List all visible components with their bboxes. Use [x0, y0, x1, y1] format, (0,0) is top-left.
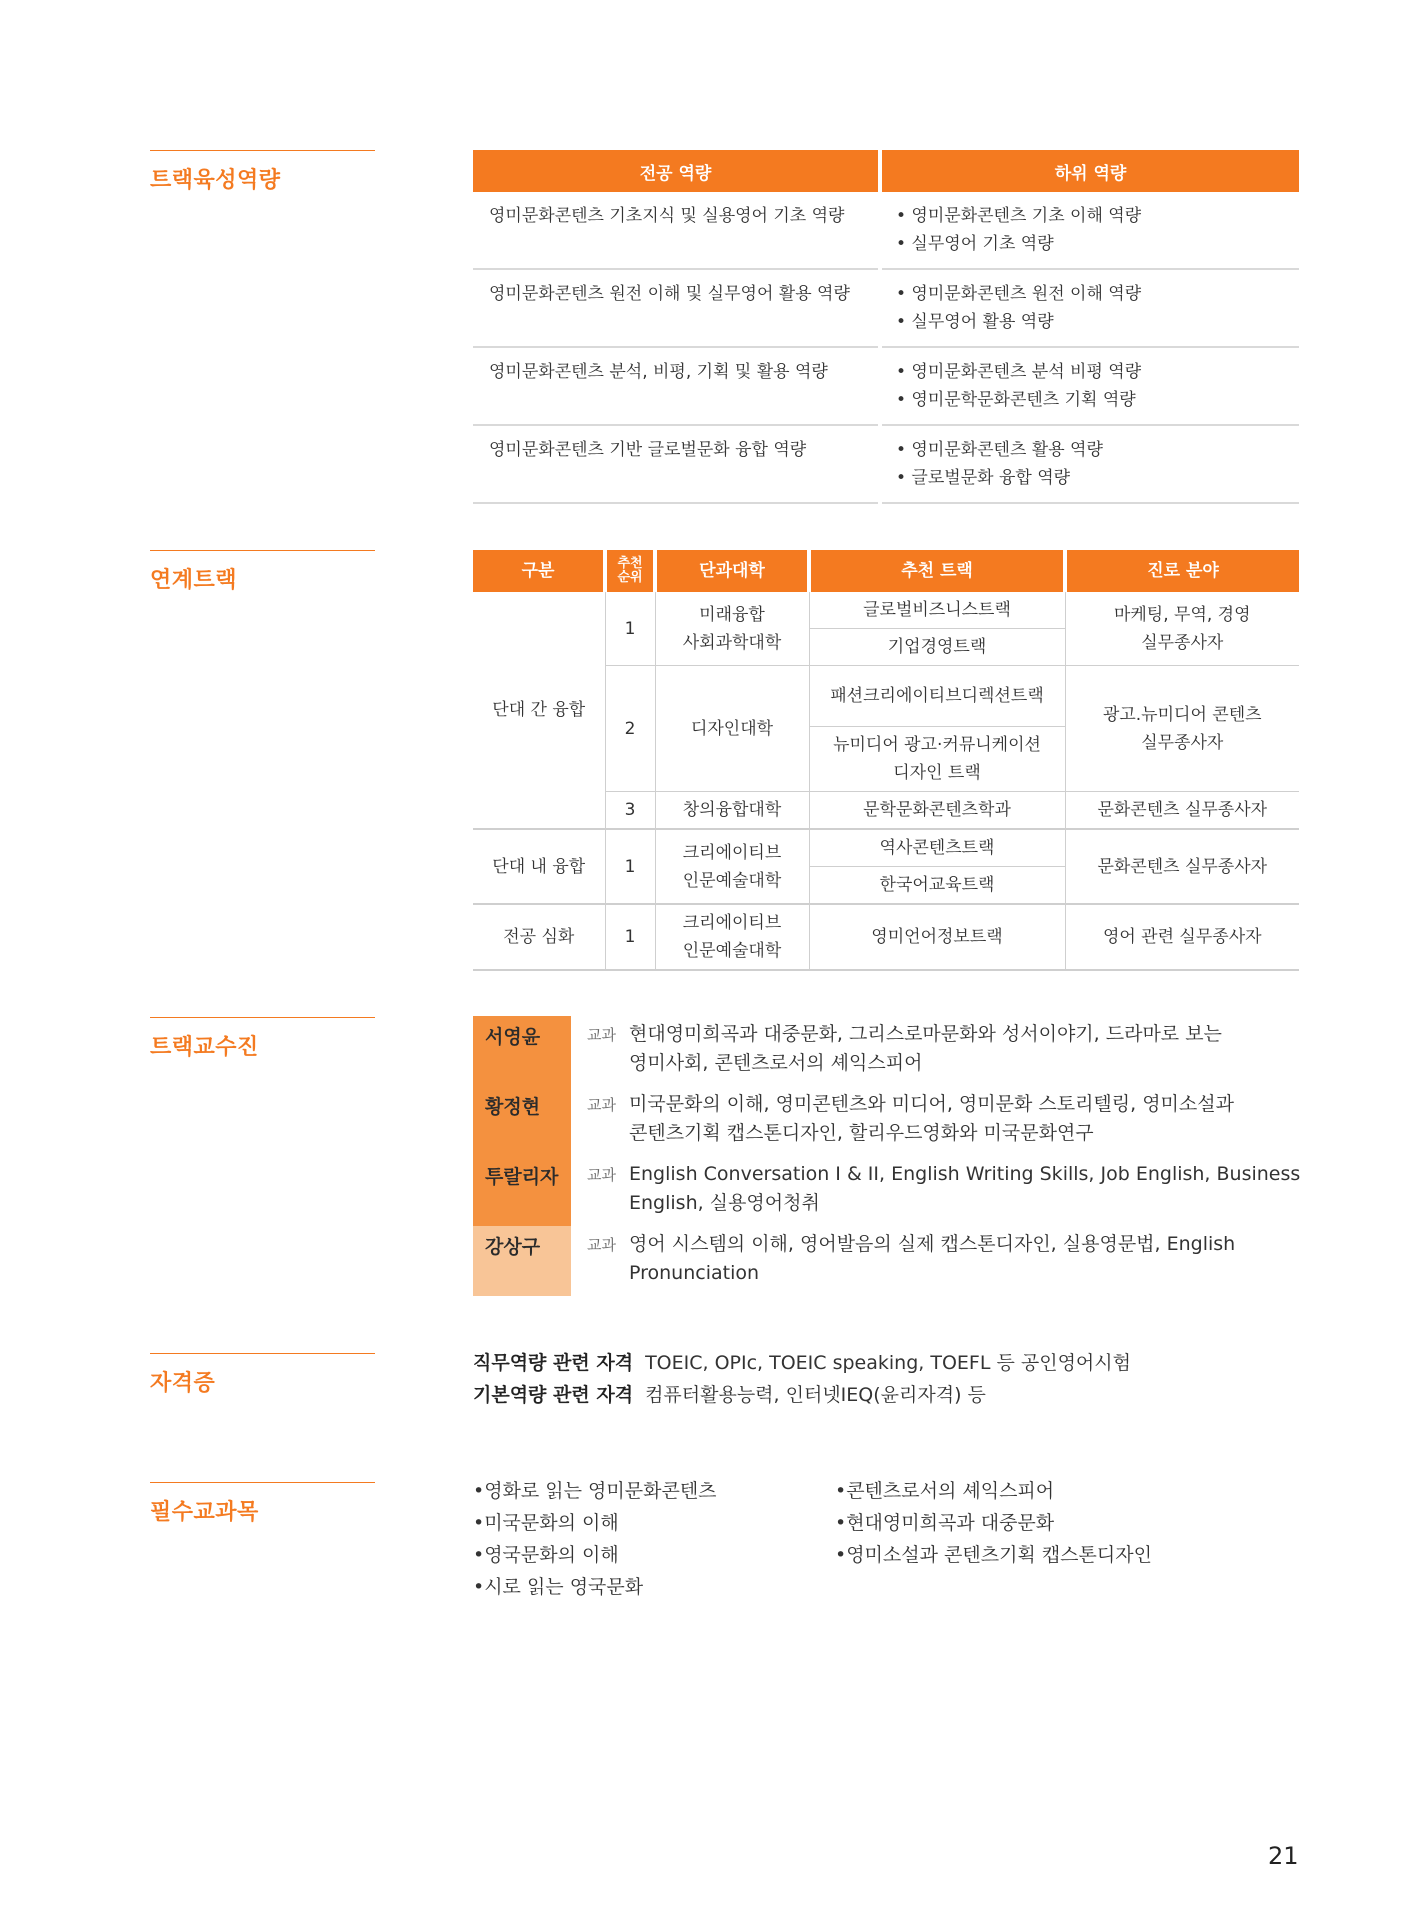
table-row [473, 347, 1299, 425]
course-list [629, 1160, 1300, 1218]
column-header-career: 진로 분야 [1065, 550, 1299, 592]
sub-competency-item: • 실무영어 기초 역량 [896, 234, 1054, 254]
track-cell: 역사콘텐츠트랙 [809, 829, 1065, 867]
column-header-college: 단과대학 [655, 550, 809, 592]
certification-value: TOEIC, OPIc, TOEIC speaking, TOEFL 등 공인영어시험 [645, 1352, 1131, 1374]
section-title-faculty: 트랙교수진 [150, 1017, 375, 1061]
career-line: 광고.뉴미디어 콘텐츠 [1102, 704, 1262, 725]
major-competency-cell: 영미문화콘텐츠 원전 이해 및 실무영어 활용 역량 [473, 269, 880, 347]
certification-item [473, 1347, 1131, 1379]
faculty-list [473, 1016, 1313, 1296]
faculty-row [473, 1156, 1313, 1226]
table-row [473, 592, 1299, 629]
required-course-list [473, 1475, 1197, 1603]
track-cell: 문학문화콘텐츠학과 [809, 792, 1065, 830]
rank-header-line: 순위 [617, 570, 643, 585]
college-cell: 디자인대학 [655, 666, 809, 792]
sub-competency-cell [880, 425, 1299, 503]
track-line: 뉴미디어 광고·커뮤니케이션 [833, 735, 1041, 755]
track-cell: 글로벌비즈니스트랙 [809, 592, 1065, 629]
category-cell: 단대 간 융합 [473, 592, 605, 829]
required-course-column-right [835, 1475, 1197, 1603]
faculty-row [473, 1016, 1313, 1086]
course-line: 영미사회, 콘텐츠로서의 셰익스피어 [629, 1052, 923, 1074]
faculty-row [473, 1226, 1313, 1296]
sub-competency-cell [880, 269, 1299, 347]
section-title-competency: 트랙육성역량 [150, 150, 375, 194]
certification-value: 컴퓨터활용능력, 인터넷IEQ(윤리자격) 등 [645, 1384, 986, 1406]
professor-name: 서영윤 [473, 1016, 571, 1086]
certification-label: 직무역량 관련 자격 [473, 1352, 634, 1374]
list-item: •미국문화의 이해 [473, 1512, 619, 1534]
section-title-linked-tracks: 연계트랙 [150, 550, 375, 594]
college-line: 인문예술대학 [682, 941, 782, 961]
career-cell: 영어 관련 실무종사자 [1065, 904, 1299, 970]
professor-name: 강상구 [473, 1226, 571, 1296]
section-title-required-courses: 필수교과목 [150, 1482, 375, 1526]
sub-competency-item: • 영미문화콘텐츠 활용 역량 [896, 440, 1103, 460]
career-line: 실무종사자 [1141, 632, 1224, 653]
category-cell: 단대 내 융합 [473, 829, 605, 904]
column-header-rank [605, 550, 655, 592]
list-item: •영화로 읽는 영미문화콘텐츠 [473, 1480, 717, 1502]
certification-item [473, 1379, 1131, 1411]
course-tag: 교과 [587, 1096, 616, 1114]
career-cell [1065, 666, 1299, 792]
certification-label: 기본역량 관련 자격 [473, 1384, 634, 1406]
sub-competency-item: • 실무영어 활용 역량 [896, 312, 1054, 332]
rank-cell: 1 [605, 904, 655, 970]
course-line: Pronunciation [629, 1262, 760, 1284]
track-cell: 패션크리에이티브디렉션트랙 [809, 666, 1065, 727]
table-row [473, 192, 1299, 269]
major-competency-cell: 영미문화콘텐츠 기반 글로벌문화 융합 역량 [473, 425, 880, 503]
career-cell: 문화콘텐츠 실무종사자 [1065, 829, 1299, 904]
sub-competency-item: • 영미문화콘텐츠 기초 이해 역량 [896, 206, 1142, 226]
certification-list [473, 1347, 1131, 1411]
course-tag: 교과 [587, 1236, 616, 1254]
rank-header-line: 추천 [617, 556, 643, 571]
course-line: 미국문화의 이해, 영미콘텐츠와 미디어, 영미문화 스토리텔링, 영미소설과 [629, 1093, 1234, 1115]
college-line: 크리에이티브 [682, 913, 782, 933]
major-competency-cell: 영미문화콘텐츠 분석, 비평, 기획 및 활용 역량 [473, 347, 880, 425]
course-tag: 교과 [587, 1026, 616, 1044]
list-item: •시로 읽는 영국문화 [473, 1576, 644, 1598]
college-cell [655, 904, 809, 970]
table-row [473, 269, 1299, 347]
linked-track-table [473, 550, 1299, 971]
major-competency-cell: 영미문화콘텐츠 기초지식 및 실용영어 기초 역량 [473, 192, 880, 269]
track-cell [809, 727, 1065, 792]
sub-competency-item: • 영미문학문화콘텐츠 기획 역량 [896, 390, 1136, 410]
sub-competency-cell [880, 347, 1299, 425]
track-cell: 기업경영트랙 [809, 629, 1065, 666]
competency-table [473, 150, 1299, 504]
list-item: •현대영미희곡과 대중문화 [835, 1512, 1055, 1534]
rank-cell: 1 [605, 592, 655, 666]
career-line: 실무종사자 [1141, 732, 1224, 753]
sub-competency-item: • 영미문화콘텐츠 원전 이해 역량 [896, 284, 1142, 304]
college-line: 인문예술대학 [682, 870, 782, 891]
list-item: •콘텐츠로서의 셰익스피어 [835, 1480, 1055, 1502]
table-row [473, 904, 1299, 970]
course-list [629, 1230, 1235, 1288]
track-cell: 한국어교육트랙 [809, 867, 1065, 905]
sub-competency-item: • 영미문화콘텐츠 분석 비평 역량 [896, 362, 1142, 382]
professor-name: 투랄리자 [473, 1156, 571, 1226]
college-cell [655, 829, 809, 904]
course-tag: 교과 [587, 1166, 616, 1184]
column-header-track: 추천 트랙 [809, 550, 1065, 592]
course-line: 콘텐츠기획 캡스톤디자인, 할리우드영화와 미국문화연구 [629, 1122, 1094, 1144]
required-course-column-left [473, 1475, 835, 1603]
table-row [473, 425, 1299, 503]
column-header-major-competency: 전공 역량 [473, 150, 880, 192]
college-line: 크리에이티브 [682, 842, 782, 863]
college-cell [655, 592, 809, 666]
course-line: English, 실용영어청취 [629, 1192, 820, 1214]
category-cell: 전공 심화 [473, 904, 605, 970]
college-cell: 창의융합대학 [655, 792, 809, 830]
list-item: •영미소설과 콘텐츠기획 캡스톤디자인 [835, 1544, 1152, 1566]
column-header-sub-competency: 하위 역량 [880, 150, 1299, 192]
sub-competency-item: • 글로벌문화 융합 역량 [896, 468, 1071, 488]
sub-competency-cell [880, 192, 1299, 269]
rank-cell: 2 [605, 666, 655, 792]
career-cell: 문화콘텐츠 실무종사자 [1065, 792, 1299, 830]
career-line: 마케팅, 무역, 경영 [1113, 604, 1251, 625]
course-line: 영어 시스템의 이해, 영어발음의 실제 캡스톤디자인, 실용영문법, English [629, 1233, 1236, 1255]
column-header-category: 구분 [473, 550, 605, 592]
rank-cell: 3 [605, 792, 655, 830]
course-line: 현대영미희곡과 대중문화, 그리스로마문화와 성서이야기, 드라마로 보는 [629, 1023, 1222, 1045]
course-list [629, 1090, 1234, 1148]
page-number: 21 [1268, 1842, 1299, 1870]
track-cell: 영미언어정보트랙 [809, 904, 1065, 970]
college-line: 미래융합 [699, 604, 765, 625]
track-line: 디자인 트랙 [893, 763, 981, 783]
rank-cell: 1 [605, 829, 655, 904]
professor-name: 황정현 [473, 1086, 571, 1156]
college-line: 사회과학대학 [682, 632, 782, 653]
section-title-certification: 자격증 [150, 1353, 375, 1397]
list-item: •영국문화의 이해 [473, 1544, 619, 1566]
faculty-row [473, 1086, 1313, 1156]
course-list [629, 1020, 1222, 1078]
table-row [473, 829, 1299, 867]
course-line: English Conversation I & II, English Writing Skills, Job English, Business [629, 1163, 1301, 1185]
career-cell [1065, 592, 1299, 666]
